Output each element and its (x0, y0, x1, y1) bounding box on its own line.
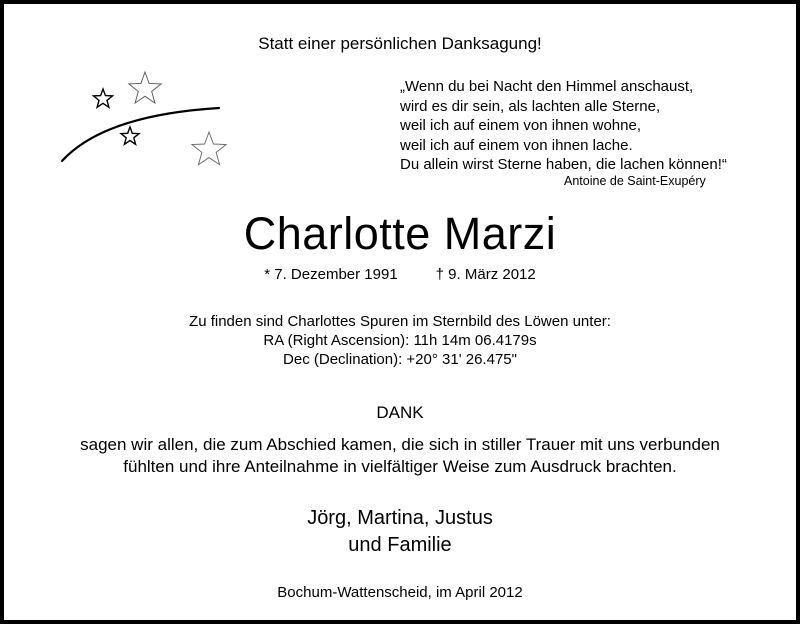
signatory-line: Jörg, Martina, Justus (307, 507, 493, 529)
star-icon (121, 127, 139, 144)
star-icon (94, 89, 113, 107)
shooting-star-trail-icon (62, 108, 219, 161)
thanks-line: fühlten und ihre Anteilnahme in vielfältiger Weise zum Ausdruck brachten. (123, 457, 677, 476)
life-dates (4, 266, 796, 283)
thanks-line: sagen wir allen, die zum Abschied kamen, die sich in stiller Trauer mit uns verbunden (80, 435, 720, 454)
poem-quote (400, 77, 727, 175)
thanks-heading: DANK (376, 403, 424, 422)
stars-graphic (54, 64, 244, 184)
poem-line: wird es dir sein, als lachten alle Sterne, (400, 97, 661, 115)
poem-line: „Wenn du bei Nacht den Himmel anschaust, (400, 78, 694, 95)
star-icon (192, 132, 226, 165)
star-coordinates (4, 312, 796, 369)
place-and-date: Bochum-Wattenscheid, im April 2012 (277, 584, 523, 601)
coordinates-intro: Zu finden sind Charlottes Spuren im Sternbild des Löwen unter: (189, 313, 611, 330)
signatory-line: und Familie (348, 534, 452, 556)
birth-date: * 7. Dezember 1991 (264, 266, 398, 283)
poem-line: weil ich auf einem von ihnen wohne, (400, 117, 641, 134)
poem-line: Du allein wirst Sterne haben, die lachen können!“ (400, 156, 727, 173)
declination: Dec (Declination): +20° 31' 26.475" (283, 351, 517, 368)
star-icon (129, 72, 161, 103)
death-date: † 9. März 2012 (435, 266, 536, 283)
deceased-name: Charlotte Marzi (243, 208, 557, 259)
intro-heading: Statt einer persönlichen Danksagung! (258, 34, 542, 53)
poem-line: weil ich auf einem von ihnen lache. (400, 136, 633, 154)
poem-author: Antoine de Saint-Exupéry (564, 174, 706, 188)
signatories (4, 505, 796, 559)
thanks-text (4, 434, 796, 478)
right-ascension: RA (Right Ascension): 11h 14m 06.4179s (263, 332, 537, 349)
